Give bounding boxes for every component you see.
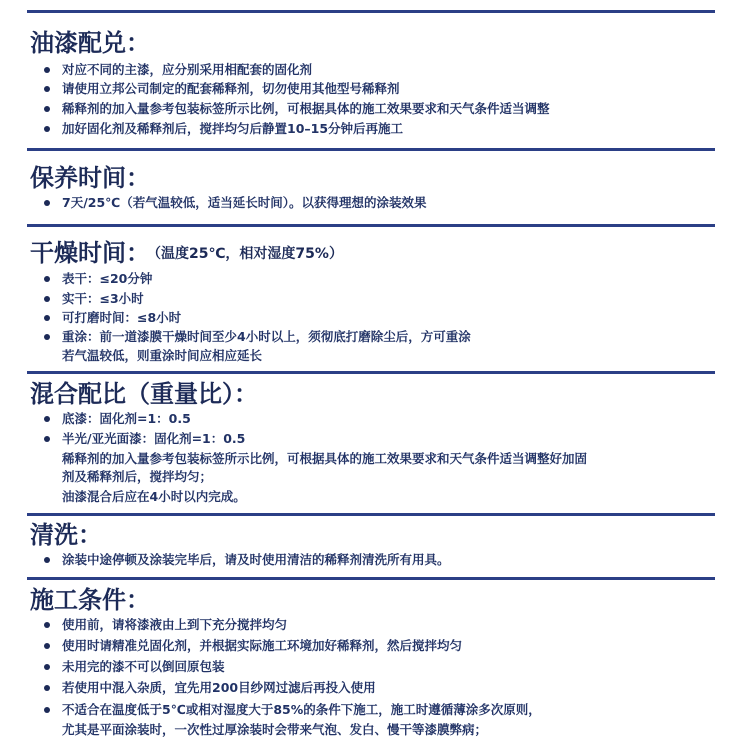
bullet-icon: [44, 200, 50, 206]
section-divider: [27, 148, 715, 151]
section-subtitle: （温度25℃，相对湿度75%）: [154, 246, 343, 262]
bullet-icon: [44, 664, 50, 670]
list-item: 实干：≤3小时: [62, 290, 144, 308]
section-title-drying-time: 干燥时间： $^{(温度25℃,相对湿度75\%)}$: [30, 239, 343, 267]
list-item-continuation: 若气温较低，则重涂时间应相应延长: [62, 348, 263, 363]
section-divider: [27, 577, 715, 580]
list-item: 底漆：固化剂=1：0.5: [62, 410, 191, 428]
list-item: 可打磨时间：≤8小时: [62, 309, 181, 327]
section-title-cleaning: 清洗：: [30, 521, 102, 549]
list-item: 表干：≤20分钟: [62, 270, 152, 288]
bullet-icon: [44, 315, 50, 321]
bullet-icon: [44, 276, 50, 282]
list-item: 7天/25℃（若气温较低，适当延长时间）。以获得理想的涂装效果: [62, 194, 427, 212]
section-title-application-conditions: 施工条件：: [30, 586, 150, 614]
bullet-icon: [44, 126, 50, 132]
list-item: 涂装中途停顿及涂装完毕后，请及时使用清洁的稀释剂清洗所有用具。: [62, 551, 450, 569]
list-item: 加好固化剂及稀释剂后，搅拌均匀后静置10–15分钟后再施工: [62, 120, 403, 138]
list-item: 稀释剂的加入量参考包装标签所示比例，可根据具体的施工效果要求和天气条件适当调整: [62, 100, 550, 118]
bullet-icon: [44, 643, 50, 649]
section-title-curing-time: 保养时间：: [30, 164, 150, 192]
section-divider: [27, 513, 715, 516]
bullet-icon: [44, 67, 50, 73]
bullet-icon: [44, 436, 50, 442]
bullet-icon: [44, 622, 50, 628]
list-item: 请使用立邦公司制定的配套稀释剂，切勿使用其他型号稀释剂: [62, 80, 400, 98]
list-item-continuation: 尤其是平面涂装时，一次性过厚涂装时会带来气泡、发白、慢干等漆膜弊病；: [62, 722, 488, 737]
list-item: 未用完的漆不可以倒回原包装: [62, 658, 225, 676]
bullet-icon: [44, 557, 50, 563]
section-title-paint-mixing: 油漆配兑：: [30, 29, 150, 57]
note-text: 油漆混合后应在4小时以内完成。: [62, 489, 246, 504]
bullet-icon: [44, 106, 50, 112]
list-item: 对应不同的主漆，应分别采用相配套的固化剂: [62, 61, 312, 79]
list-item: 半光/亚光面漆：固化剂=1：0.5: [62, 430, 245, 448]
bullet-icon: [44, 334, 50, 340]
note-text: 稀释剂的加入量参考包装标签所示比例，可根据具体的施工效果要求和天气条件适当调整好加固: [62, 451, 588, 466]
bullet-icon: [44, 685, 50, 691]
list-item: 重涂：前一道漆膜干燥时间至少4小时以上，须彻底打磨除尘后，方可重涂: [62, 328, 471, 346]
section-title-mixing-ratio: 混合配比（重量比）：: [30, 380, 258, 408]
list-item: 若使用中混入杂质，宜先用200目纱网过滤后再投入使用: [62, 679, 376, 697]
bullet-icon: [44, 707, 50, 713]
bullet-icon: [44, 416, 50, 422]
bullet-icon: [44, 86, 50, 92]
list-item: 使用前，请将漆液由上到下充分搅拌均匀: [62, 616, 287, 634]
section-divider: [27, 371, 715, 374]
list-item: 使用时请精准兑固化剂，并根据实际施工环境加好稀释剂，然后搅拌均匀: [62, 637, 462, 655]
list-item: 不适合在温度低于5℃或相对湿度大于85%的条件下施工，施工时遵循薄涂多次原则，: [62, 701, 541, 719]
section-divider: [27, 224, 715, 227]
bullet-icon: [44, 296, 50, 302]
section-divider: [27, 10, 715, 13]
note-text: 剂及稀释剂后，搅拌均匀；: [62, 469, 213, 484]
